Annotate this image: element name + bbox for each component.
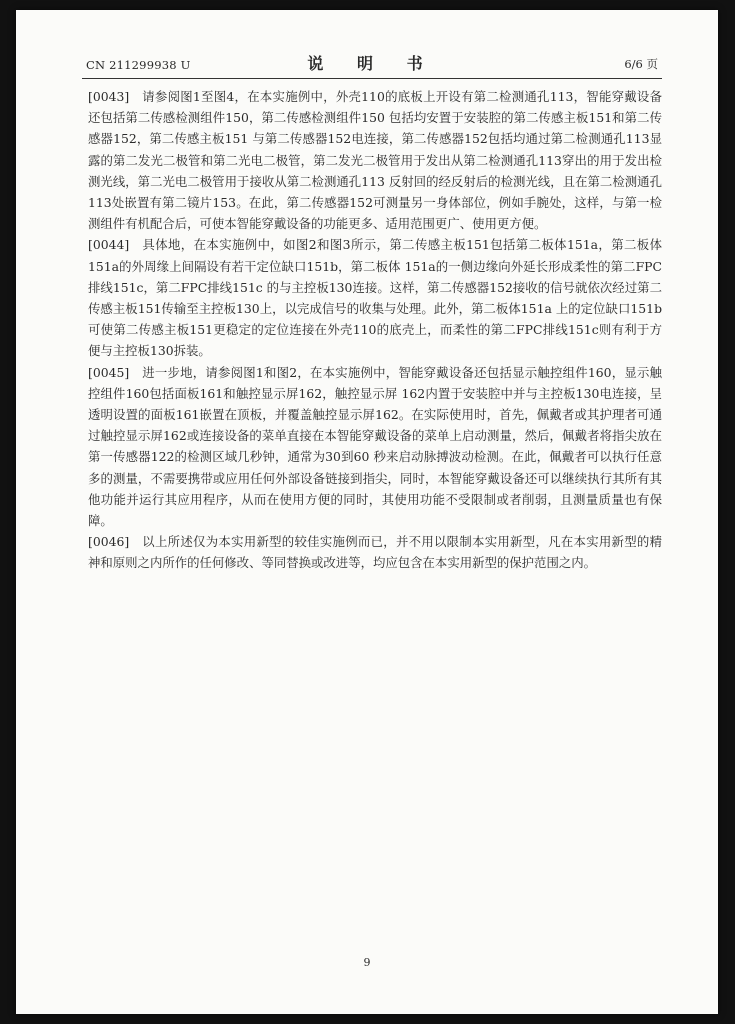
paragraph-0044 (88, 234, 662, 361)
paragraph-text: 请参阅图1至图4，在本实施例中，外壳110的底板上开设有第二检测通孔113，智能穿戴设备还包括第二传感检测组件150，第二传感检测组件150 包括均安置于安装腔的第二传感主板151和第二传感器152，第二传感主板151 与第二传感器152电连接，第二传感器152包括均通过第二检测通孔113显露的第二发光二极管和第二光电二极管，第二发光二极管用于发出从第二检测通孔113穿出的用于发出检测光线，第二光电二极管用于接收从第二检测通孔113 反射回的经反射后的检测光线，且在第二检测通孔113处嵌置有第二镜片153。在此，第二传感器152可测量另一身体部位，例如手腕处，这样，与第一检测组件有机配合后，可使本智能穿戴设备的功能更多、适用范围更广、使用更方便。 (88, 89, 662, 232)
page-number: 9 (363, 956, 371, 969)
paragraph-0046 (88, 531, 662, 573)
paragraph-number: [0046] (88, 534, 130, 550)
page-indicator: 6/6 页 (624, 57, 658, 71)
paragraph-0043 (88, 86, 662, 234)
paragraph-text: 具体地，在本实施例中，如图2和图3所示，第二传感主板151包括第二板体151a，第二板体151a的外周缘上间隔设有若干定位缺口151b，第二板体 151a的一侧边缘向外延长形成柔性的第二FPC排线151c，第二FPC排线151c 的与主控板130连接。这样，第二传感器152接收的信号就依次经过第二传感主板151传输至主控板130上，以完成信号的收集与处理。此外，第二板体151a 上的定位缺口151b可使第二传感主板151更稳定的定位连接在外壳110的底壳上，而柔性的第二FPC排线151c则有利于方便与主控板130拆装。 (88, 237, 662, 359)
paragraph-number: [0044] (88, 237, 130, 253)
paragraph-number: [0045] (88, 364, 130, 380)
document-title: 说 明 书 (307, 54, 437, 73)
body-text (88, 86, 662, 574)
patent-number: CN 211299938 U (86, 58, 191, 72)
header-divider (82, 78, 662, 79)
paragraph-number: [0043] (88, 89, 130, 104)
paragraph-text: 以上所述仅为本实用新型的较佳实施例而已，并不用以限制本实用新型，凡在本实用新型的精神和原则之内所作的任何修改、等同替换或改进等，均应包含在本实用新型的保护范围之内。 (88, 534, 662, 571)
document-page (16, 10, 718, 1014)
paragraph-0045 (88, 362, 662, 532)
paragraph-text: 进一步地，请参阅图1和图2，在本实施例中，智能穿戴设备还包括显示触控组件160，显示触控组件160包括面板161和触控显示屏162，触控显示屏 162内置于安装腔中并与主控板130电连接，呈透明设置的面板161嵌置在顶板，并覆盖触控显示屏162。在实际使用时，首先，佩戴者或其护理者可通过触控显示屏162或连接设备的菜单直接在本智能穿戴设备的菜单上启动测量，然后，佩戴者将指尖放在第一传感器122的检测区域几秒钟，通常为30到60 秒来启动脉搏波动检测。在此，佩戴者可以执行任意多的测量，不需要携带或应用任何外部设备链接到指尖，同时，本智能穿戴设备还可以继续执行其所有其他功能并运行其应用程序，从而在使用方便的同时，其使用功能不受限制或者削弱，且测量质量也有保障。 (88, 364, 662, 529)
page-header (86, 50, 658, 74)
